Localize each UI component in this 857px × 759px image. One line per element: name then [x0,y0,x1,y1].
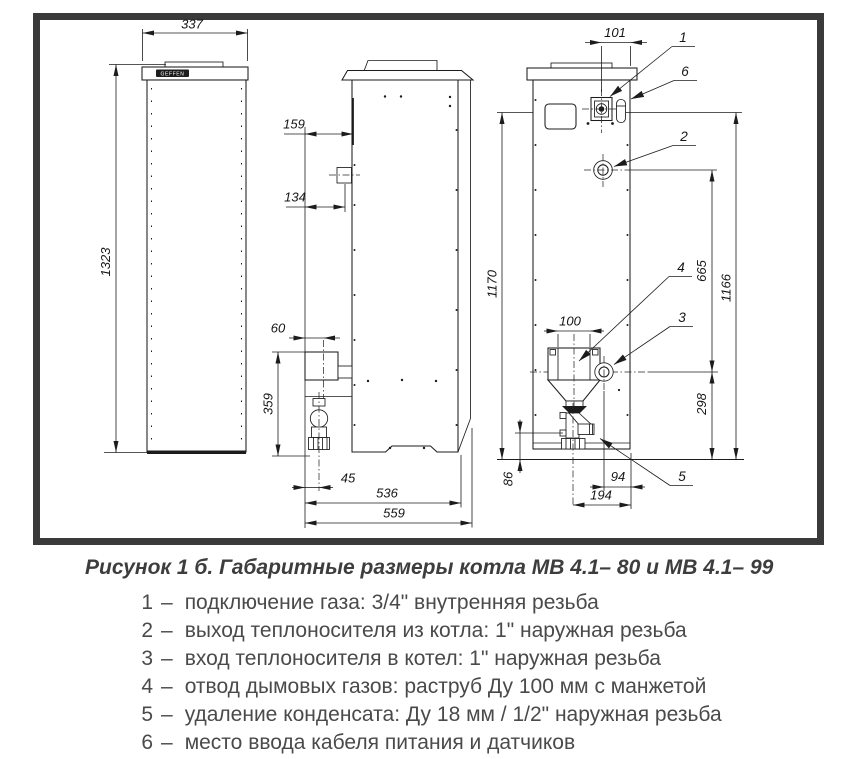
svg-text:337: 337 [181,16,203,32]
svg-text:86: 86 [500,471,516,487]
figure-caption: Рисунок 1 б. Габаритные размеры котла МВ 4.1– 80 и МВ 4.1– 99 [85,556,774,579]
svg-text:3: 3 [678,310,686,325]
svg-text:359: 359 [260,393,276,415]
legend-item-text: отвод дымовых газов: раструб Ду 100 мм с манжетой [184,675,707,698]
svg-text:101: 101 [604,25,626,40]
legend-dash: – [161,591,173,614]
legend-item-number: 5 [141,703,153,726]
svg-text:159: 159 [283,116,305,132]
svg-text:665: 665 [694,260,709,282]
svg-text:60: 60 [270,320,286,336]
legend-item-number: 3 [141,647,153,670]
svg-text:6: 6 [681,64,689,79]
svg-text:1323: 1323 [98,247,113,277]
legend-dash: – [161,675,173,698]
legend-item-number: 6 [141,731,153,754]
legend-item-4 [133,673,722,701]
cable-entry [617,100,626,123]
svg-text:1170: 1170 [484,270,500,298]
legend-item-2 [133,617,722,645]
brand-logo [156,70,189,78]
svg-text:94: 94 [610,469,626,484]
legend-dash: – [161,619,173,642]
legend-item-number: 2 [141,619,153,642]
svg-text:134: 134 [284,189,306,205]
back-opening [545,104,576,129]
svg-text:4: 4 [677,260,685,275]
legend-item-text: подключение газа: 3/4" внутренняя резьба [184,591,599,614]
legend [133,589,722,757]
svg-text:194: 194 [590,487,612,503]
brand-logo-text: GEFFEN [160,71,185,78]
legend-dash: – [161,731,173,754]
legend-item-text: выход теплоносителя из котла: 1" наружная резьба [184,619,687,642]
legend-item-text: удаление конденсата: Ду 18 мм / 1/2" наружная резьба [184,703,722,726]
legend-item-number: 4 [141,675,153,698]
svg-text:100: 100 [559,313,581,329]
svg-text:45: 45 [340,470,356,486]
svg-text:2: 2 [680,129,688,144]
legend-item-6 [133,729,722,757]
legend-item-text: вход теплоносителя в котел: 1" наружная резьба [184,647,661,670]
svg-text:5: 5 [678,469,686,484]
legend-item-1 [133,589,722,617]
svg-text:536: 536 [376,485,398,501]
svg-text:1166: 1166 [718,274,734,302]
svg-text:298: 298 [694,393,709,415]
legend-dash: – [161,703,173,726]
legend-item-text: место ввода кабеля питания и датчиков [184,731,576,754]
svg-text:1: 1 [679,30,687,45]
svg-text:559: 559 [383,505,405,521]
legend-item-number: 1 [141,591,153,614]
legend-dash: – [161,647,173,670]
legend-item-5 [133,701,722,729]
legend-item-3 [133,645,722,673]
